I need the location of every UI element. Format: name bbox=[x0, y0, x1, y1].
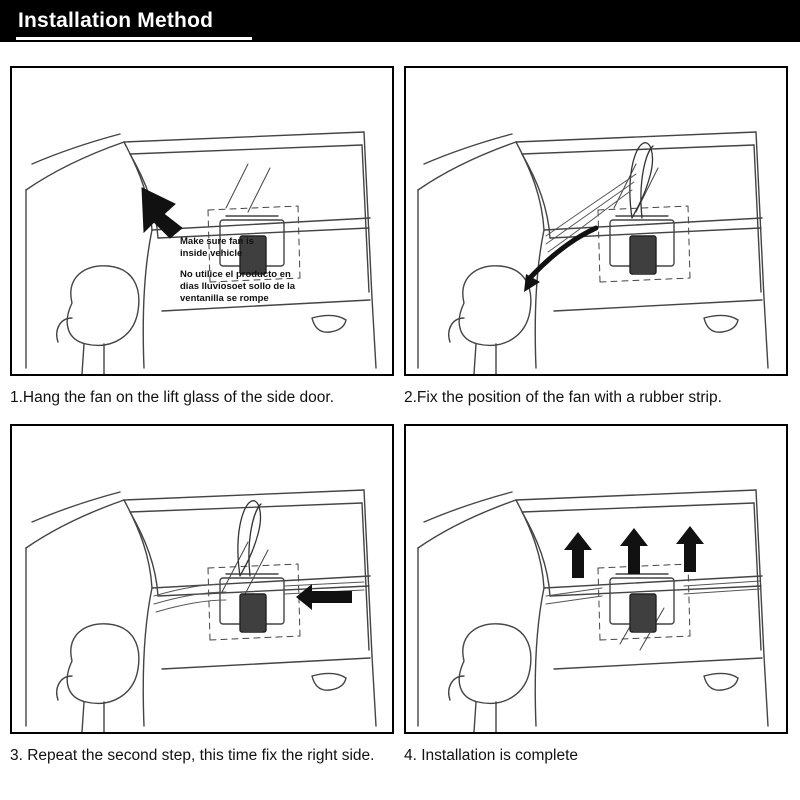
step-1-cell bbox=[10, 66, 394, 408]
warning-line-4: dias lluviosoet sollo de la bbox=[180, 281, 296, 292]
overlay-warning-text bbox=[180, 236, 340, 314]
warning-line-3: No utilice el producto en bbox=[180, 269, 291, 280]
arrow-up-icon-left bbox=[564, 532, 592, 578]
steps-grid bbox=[0, 48, 800, 788]
car-door-drawing-4 bbox=[406, 426, 788, 734]
step-3-illustration bbox=[10, 424, 394, 734]
car-door-drawing-2 bbox=[406, 68, 788, 376]
step-1-illustration bbox=[10, 66, 394, 376]
step-4-caption: 4. Installation is complete bbox=[404, 747, 579, 764]
car-door-drawing-1 bbox=[12, 68, 394, 376]
step-3-cell bbox=[10, 424, 394, 766]
step-2-illustration bbox=[404, 66, 788, 376]
title-underline bbox=[16, 37, 252, 40]
step-2-caption: 2.Fix the position of the fan with a rubber strip. bbox=[404, 389, 722, 406]
step-4-illustration bbox=[404, 424, 788, 734]
arrow-icon bbox=[142, 188, 182, 238]
step-1-caption: 1.Hang the fan on the lift glass of the side door. bbox=[10, 389, 334, 406]
warning-line-1: Make sure fan is bbox=[180, 236, 254, 247]
car-door-drawing-3 bbox=[12, 426, 394, 734]
page-title: Installation Method bbox=[18, 9, 214, 32]
warning-line-2: inside vehicle bbox=[180, 248, 243, 259]
step-4-cell bbox=[404, 424, 788, 766]
curved-arrow-icon bbox=[528, 228, 596, 280]
step-3-caption: 3. Repeat the second step, this time fix the right side. bbox=[10, 747, 375, 764]
header-band bbox=[0, 0, 800, 42]
step-2-cell bbox=[404, 66, 788, 408]
warning-line-5: ventanilla se rompe bbox=[180, 293, 269, 304]
arrow-up-icon-right bbox=[676, 526, 704, 572]
